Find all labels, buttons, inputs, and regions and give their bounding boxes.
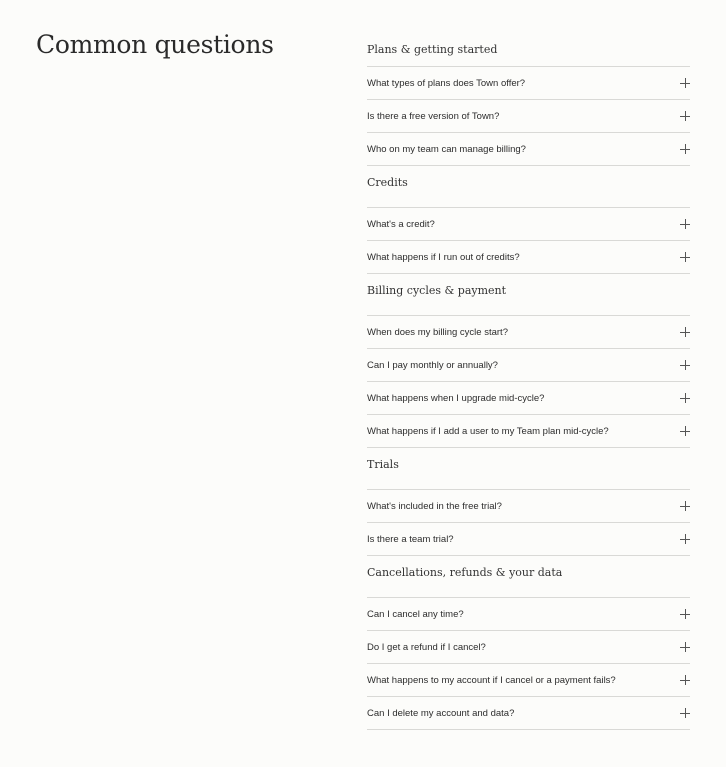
plus-icon[interactable] xyxy=(680,426,690,436)
question-text: What happens when I upgrade mid-cycle? xyxy=(367,392,545,404)
question-text: When does my billing cycle start? xyxy=(367,326,508,338)
faq-section-billing xyxy=(367,274,690,448)
faq-item[interactable] xyxy=(367,415,690,448)
faq-item[interactable] xyxy=(367,697,690,730)
faq-item[interactable] xyxy=(367,349,690,382)
plus-icon[interactable] xyxy=(680,708,690,718)
question-text: What types of plans does Town offer? xyxy=(367,77,526,89)
faq-item[interactable] xyxy=(367,133,690,166)
question-text: Can I cancel any time? xyxy=(367,608,464,620)
faq-item[interactable] xyxy=(367,598,690,631)
faq-item[interactable] xyxy=(367,100,690,133)
plus-icon[interactable] xyxy=(680,78,690,88)
faq-item[interactable] xyxy=(367,382,690,415)
faq-item[interactable] xyxy=(367,631,690,664)
faq-section-cancellations xyxy=(367,556,690,730)
plus-icon[interactable] xyxy=(680,609,690,619)
plus-icon[interactable] xyxy=(680,111,690,121)
plus-icon[interactable] xyxy=(680,144,690,154)
section-heading: Trials xyxy=(367,448,690,490)
faq-list xyxy=(367,33,690,730)
faq-item[interactable] xyxy=(367,490,690,523)
plus-icon[interactable] xyxy=(680,360,690,370)
section-heading: Billing cycles & payment xyxy=(367,274,690,316)
faq-item[interactable] xyxy=(367,523,690,556)
faq-section-credits xyxy=(367,166,690,274)
plus-icon[interactable] xyxy=(680,642,690,652)
question-text: What happens if I add a user to my Team plan mid-cycle? xyxy=(367,425,609,437)
question-text: What happens to my account if I cancel or a payment fails? xyxy=(367,674,616,686)
question-text: Who on my team can manage billing? xyxy=(367,143,526,155)
faq-item[interactable] xyxy=(367,241,690,274)
question-text: Do I get a refund if I cancel? xyxy=(367,641,486,653)
faq-item[interactable] xyxy=(367,208,690,241)
page-title: Common questions xyxy=(36,30,274,59)
section-heading: Plans & getting started xyxy=(367,33,690,67)
plus-icon[interactable] xyxy=(680,675,690,685)
faq-item[interactable] xyxy=(367,316,690,349)
plus-icon[interactable] xyxy=(680,219,690,229)
faq-item[interactable] xyxy=(367,67,690,100)
question-text: What happens if I run out of credits? xyxy=(367,251,520,263)
question-text: What's included in the free trial? xyxy=(367,500,502,512)
plus-icon[interactable] xyxy=(680,393,690,403)
question-text: Is there a free version of Town? xyxy=(367,110,500,122)
question-text: Can I delete my account and data? xyxy=(367,707,515,719)
plus-icon[interactable] xyxy=(680,252,690,262)
question-text: What's a credit? xyxy=(367,218,435,230)
plus-icon[interactable] xyxy=(680,534,690,544)
section-heading: Cancellations, refunds & your data xyxy=(367,556,690,598)
plus-icon[interactable] xyxy=(680,327,690,337)
faq-section-plans xyxy=(367,33,690,166)
section-heading: Credits xyxy=(367,166,690,208)
faq-item[interactable] xyxy=(367,664,690,697)
faq-section-trials xyxy=(367,448,690,556)
question-text: Can I pay monthly or annually? xyxy=(367,359,498,371)
plus-icon[interactable] xyxy=(680,501,690,511)
question-text: Is there a team trial? xyxy=(367,533,454,545)
